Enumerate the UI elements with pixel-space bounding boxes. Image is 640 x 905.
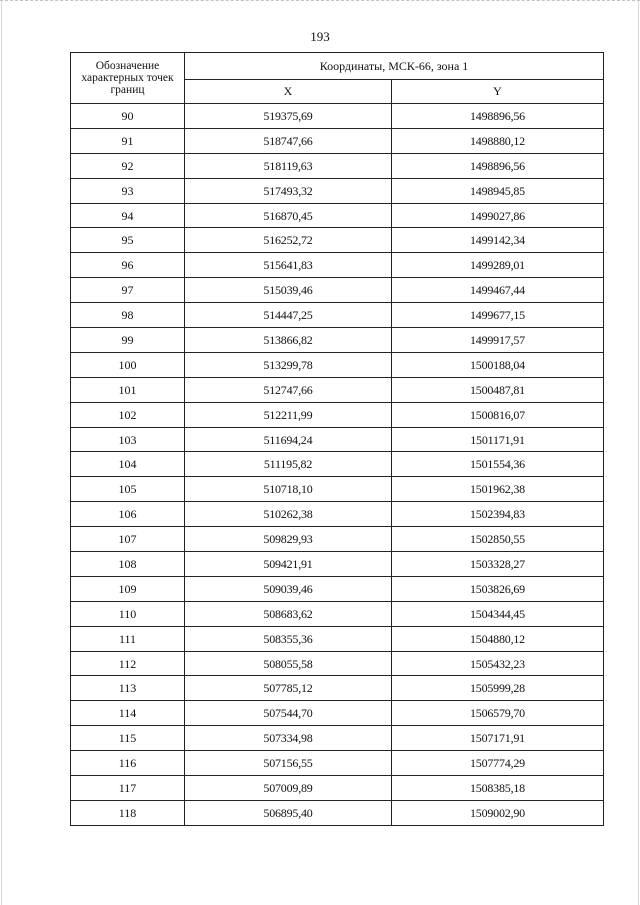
x-coordinate-cell: 507544,70 bbox=[185, 701, 392, 726]
x-coordinate-cell: 512211,99 bbox=[185, 402, 392, 427]
y-column-header: Y bbox=[392, 80, 604, 104]
table-row bbox=[71, 402, 604, 427]
table-row bbox=[71, 751, 604, 776]
table-row bbox=[71, 477, 604, 502]
y-coordinate-cell: 1499027,86 bbox=[392, 203, 604, 228]
point-cell: 101 bbox=[71, 377, 185, 402]
x-coordinate-cell: 509421,91 bbox=[185, 552, 392, 577]
x-coordinate-cell: 507009,89 bbox=[185, 776, 392, 801]
x-coordinate-cell: 513866,82 bbox=[185, 328, 392, 353]
scan-right-edge bbox=[638, 0, 639, 905]
x-coordinate-cell: 515039,46 bbox=[185, 278, 392, 303]
y-coordinate-cell: 1501962,38 bbox=[392, 477, 604, 502]
y-coordinate-cell: 1500188,04 bbox=[392, 352, 604, 377]
point-cell: 115 bbox=[71, 726, 185, 751]
y-coordinate-cell: 1501171,91 bbox=[392, 427, 604, 452]
table-row bbox=[71, 278, 604, 303]
point-cell: 111 bbox=[71, 626, 185, 651]
y-coordinate-cell: 1498896,56 bbox=[392, 104, 604, 129]
table-header bbox=[71, 53, 604, 104]
x-coordinate-cell: 507785,12 bbox=[185, 676, 392, 701]
table-row bbox=[71, 527, 604, 552]
table-row bbox=[71, 676, 604, 701]
x-coordinate-cell: 511694,24 bbox=[185, 427, 392, 452]
y-coordinate-cell: 1499677,15 bbox=[392, 303, 604, 328]
point-cell: 110 bbox=[71, 601, 185, 626]
x-coordinate-cell: 516870,45 bbox=[185, 203, 392, 228]
table-row bbox=[71, 352, 604, 377]
y-coordinate-cell: 1505432,23 bbox=[392, 651, 604, 676]
x-coordinate-cell: 513299,78 bbox=[185, 352, 392, 377]
table-row bbox=[71, 651, 604, 676]
table-row bbox=[71, 576, 604, 601]
y-coordinate-cell: 1501554,36 bbox=[392, 452, 604, 477]
point-cell: 96 bbox=[71, 253, 185, 278]
x-coordinate-cell: 510262,38 bbox=[185, 502, 392, 527]
table-row bbox=[71, 303, 604, 328]
x-coordinate-cell: 507334,98 bbox=[185, 726, 392, 751]
table-row bbox=[71, 427, 604, 452]
x-coordinate-cell: 514447,25 bbox=[185, 303, 392, 328]
y-coordinate-cell: 1499467,44 bbox=[392, 278, 604, 303]
x-coordinate-cell: 515641,83 bbox=[185, 253, 392, 278]
y-coordinate-cell: 1509002,90 bbox=[392, 800, 604, 825]
y-coordinate-cell: 1499917,57 bbox=[392, 328, 604, 353]
y-coordinate-cell: 1507171,91 bbox=[392, 726, 604, 751]
x-coordinate-cell: 518747,66 bbox=[185, 128, 392, 153]
point-cell: 108 bbox=[71, 552, 185, 577]
table-row bbox=[71, 253, 604, 278]
point-cell: 117 bbox=[71, 776, 185, 801]
point-cell: 112 bbox=[71, 651, 185, 676]
x-coordinate-cell: 518119,63 bbox=[185, 153, 392, 178]
y-coordinate-cell: 1506579,70 bbox=[392, 701, 604, 726]
point-cell: 99 bbox=[71, 328, 185, 353]
table-row bbox=[71, 328, 604, 353]
table-row bbox=[71, 228, 604, 253]
table-row bbox=[71, 377, 604, 402]
y-coordinate-cell: 1500487,81 bbox=[392, 377, 604, 402]
x-coordinate-cell: 509039,46 bbox=[185, 576, 392, 601]
point-cell: 91 bbox=[71, 128, 185, 153]
x-coordinate-cell: 508055,58 bbox=[185, 651, 392, 676]
point-cell: 116 bbox=[71, 751, 185, 776]
y-coordinate-cell: 1503826,69 bbox=[392, 576, 604, 601]
table-row bbox=[71, 452, 604, 477]
table-row bbox=[71, 153, 604, 178]
table-row bbox=[71, 626, 604, 651]
x-column-header: X bbox=[185, 80, 392, 104]
point-cell: 94 bbox=[71, 203, 185, 228]
page-number: 193 bbox=[310, 29, 330, 44]
x-coordinate-cell: 512747,66 bbox=[185, 377, 392, 402]
point-cell: 107 bbox=[71, 527, 185, 552]
scan-left-edge bbox=[1, 0, 2, 905]
x-coordinate-cell: 510718,10 bbox=[185, 477, 392, 502]
x-coordinate-cell: 509829,93 bbox=[185, 527, 392, 552]
point-cell: 97 bbox=[71, 278, 185, 303]
scan-top-edge bbox=[0, 0, 640, 3]
table-row bbox=[71, 203, 604, 228]
point-cell: 105 bbox=[71, 477, 185, 502]
point-cell: 102 bbox=[71, 402, 185, 427]
table-row bbox=[71, 128, 604, 153]
x-coordinate-cell: 511195,82 bbox=[185, 452, 392, 477]
table-row bbox=[71, 776, 604, 801]
table-row bbox=[71, 701, 604, 726]
point-cell: 114 bbox=[71, 701, 185, 726]
x-coordinate-cell: 508355,36 bbox=[185, 626, 392, 651]
y-coordinate-cell: 1503328,27 bbox=[392, 552, 604, 577]
y-coordinate-cell: 1498945,85 bbox=[392, 178, 604, 203]
table-row bbox=[71, 104, 604, 129]
x-coordinate-cell: 508683,62 bbox=[185, 601, 392, 626]
point-cell: 113 bbox=[71, 676, 185, 701]
y-coordinate-cell: 1504344,45 bbox=[392, 601, 604, 626]
coordinates-table bbox=[70, 52, 604, 826]
table-row bbox=[71, 726, 604, 751]
y-coordinate-cell: 1504880,12 bbox=[392, 626, 604, 651]
y-coordinate-cell: 1502394,83 bbox=[392, 502, 604, 527]
point-cell: 100 bbox=[71, 352, 185, 377]
x-coordinate-cell: 516252,72 bbox=[185, 228, 392, 253]
coordinates-group-header: Координаты, МСК-66, зона 1 bbox=[185, 53, 604, 80]
x-coordinate-cell: 506895,40 bbox=[185, 800, 392, 825]
y-coordinate-cell: 1507774,29 bbox=[392, 751, 604, 776]
point-cell: 90 bbox=[71, 104, 185, 129]
y-coordinate-cell: 1500816,07 bbox=[392, 402, 604, 427]
point-cell: 92 bbox=[71, 153, 185, 178]
y-coordinate-cell: 1498896,56 bbox=[392, 153, 604, 178]
point-cell: 106 bbox=[71, 502, 185, 527]
y-coordinate-cell: 1505999,28 bbox=[392, 676, 604, 701]
y-coordinate-cell: 1498880,12 bbox=[392, 128, 604, 153]
y-coordinate-cell: 1499289,01 bbox=[392, 253, 604, 278]
point-cell: 103 bbox=[71, 427, 185, 452]
y-coordinate-cell: 1502850,55 bbox=[392, 527, 604, 552]
point-cell: 118 bbox=[71, 800, 185, 825]
table-row bbox=[71, 502, 604, 527]
table-row bbox=[71, 800, 604, 825]
table-row bbox=[71, 601, 604, 626]
point-cell: 109 bbox=[71, 576, 185, 601]
table-row bbox=[71, 552, 604, 577]
x-coordinate-cell: 517493,32 bbox=[185, 178, 392, 203]
x-coordinate-cell: 519375,69 bbox=[185, 104, 392, 129]
point-cell: 104 bbox=[71, 452, 185, 477]
point-cell: 98 bbox=[71, 303, 185, 328]
y-coordinate-cell: 1508385,18 bbox=[392, 776, 604, 801]
table-body bbox=[71, 104, 604, 826]
y-coordinate-cell: 1499142,34 bbox=[392, 228, 604, 253]
point-cell: 95 bbox=[71, 228, 185, 253]
point-designation-header: Обозначение характерных точек границ bbox=[71, 53, 185, 104]
x-coordinate-cell: 507156,55 bbox=[185, 751, 392, 776]
point-cell: 93 bbox=[71, 178, 185, 203]
table-row bbox=[71, 178, 604, 203]
